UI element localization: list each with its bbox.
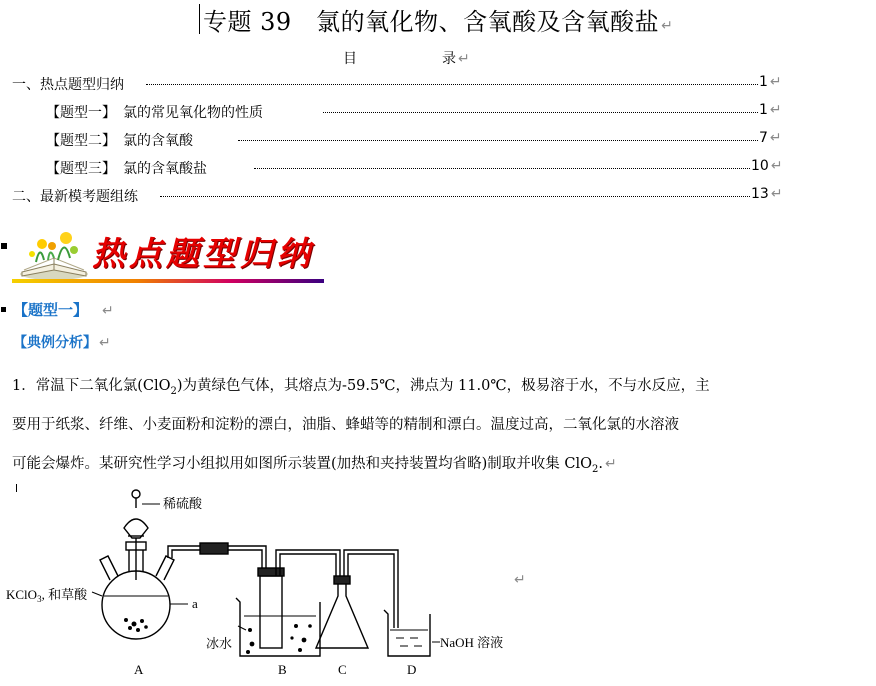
naoh-label: NaOH 溶液: [440, 635, 504, 650]
toc-page-number: 13 ↵: [751, 186, 783, 202]
toc-leader: [323, 112, 758, 113]
a-label: a: [192, 596, 198, 611]
section-banner-title: 热点题型归纳: [92, 234, 314, 273]
problem-line-2: 要用于纸浆、纤维、小麦面粉和淀粉的漂白，油脂、蜂蜡等的精制和漂白。温度过高，二氧化氯的水溶液: [12, 417, 679, 433]
toc-page-number: 1 ↵: [759, 102, 782, 118]
paragraph-mark: ↵: [661, 18, 674, 34]
toc-entry-label: 【题型一】 氯的常见氧化物的性质: [46, 105, 263, 121]
toc-leader: [146, 84, 758, 85]
ice-water-label: 冰水: [206, 636, 233, 651]
label-A: A: [134, 662, 144, 677]
problem-line-3: 可能会爆炸。某研究性学习小组拟用如图所示装置(加热和夹持装置均省略)制取并收集 ClO$_2$. ↵: [12, 456, 617, 475]
text-cursor: [199, 4, 200, 34]
toc-heading-left: 目: [343, 51, 357, 67]
paragraph-mark: ↵: [514, 572, 526, 588]
title-text: 专题 39 氯的氧化物、含氧酸及含氧酸盐: [203, 8, 660, 36]
acid-label: 稀硫酸: [163, 496, 203, 511]
toc-entry-2[interactable]: [0, 102, 780, 122]
toc-entry-4[interactable]: [0, 158, 783, 178]
example-analysis-heading: 【典例分析】 ↵: [13, 335, 111, 351]
apparatus-diagram: [0, 480, 560, 686]
book-flowers-image: [14, 224, 94, 282]
toc-leader: [160, 196, 750, 197]
label-B: B: [278, 662, 287, 677]
toc-heading-right: 录 ↵: [442, 51, 470, 67]
toc-entry-label: 【题型三】 氯的含氧酸盐: [46, 161, 207, 177]
document-title: [203, 2, 673, 37]
problem-line-1: 1．常温下二氧化氯(ClO$_2$)为黄绿色气体，其熔点为-59.5℃，沸点为 11.0℃，极易溶于水，不与水反应，主: [12, 378, 710, 397]
toc-leader: [254, 168, 750, 169]
banner-underline: [12, 279, 324, 283]
toc-entry-label: 【题型二】 氯的含氧酸: [46, 133, 193, 149]
toc-entry-label: 一、热点题型归纳: [12, 77, 124, 93]
label-D: D: [407, 662, 417, 677]
toc-leader: [238, 140, 758, 141]
label-C: C: [338, 662, 347, 677]
toc-entry-label: 二、最新模考题组练: [12, 189, 138, 205]
bullet-square: [1, 243, 7, 249]
toc-entry-1[interactable]: [0, 74, 780, 94]
bullet-square: [1, 307, 6, 312]
reagent-label: KClO$_3$, 和草酸: [6, 587, 88, 604]
toc-page-number: 1 ↵: [759, 74, 782, 90]
toc-page-number: 10 ↵: [751, 158, 783, 174]
toc-entry-3[interactable]: [0, 130, 780, 150]
toc-page-number: 7 ↵: [759, 130, 782, 146]
toc-entry-5[interactable]: [0, 186, 783, 206]
question-type-heading: 【题型一】 ↵: [13, 301, 114, 319]
